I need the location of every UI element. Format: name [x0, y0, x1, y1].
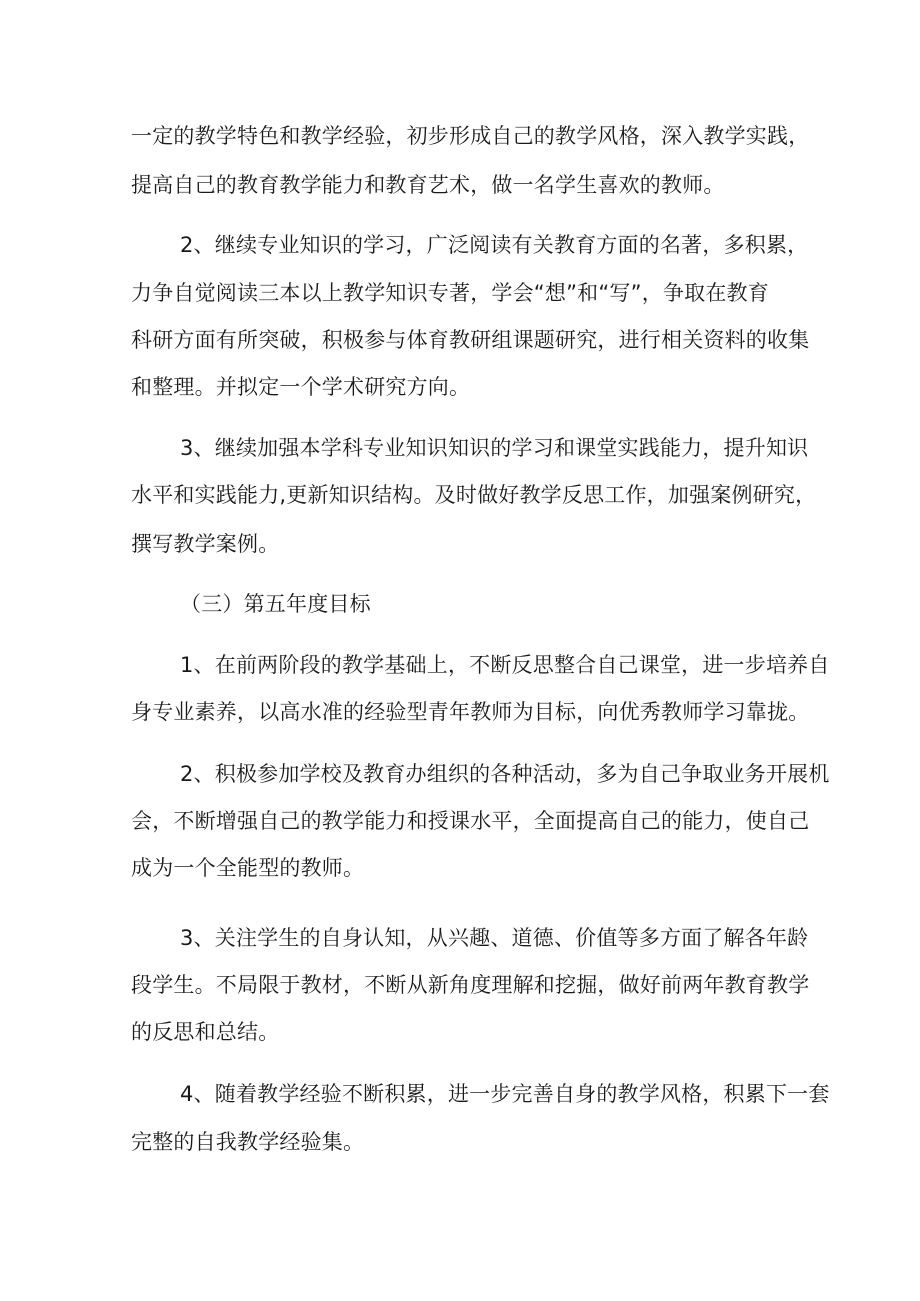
text-line: 会，不断增强自己的教学能力和授课水平，全面提高自己的能力，使自己 [131, 809, 810, 833]
text-line: 3、继续加强本学科专业知识知识的学习和课堂实践能力，提升知识 [180, 436, 809, 460]
text-line: 2、继续专业知识的学习，广泛阅读有关教育方面的名著，多积累， [180, 233, 809, 257]
text-line: 的反思和总结。 [131, 1020, 280, 1044]
text-line: 3、关注学生的自身认知，从兴趣、道德、价值等多方面了解各年龄 [180, 926, 809, 950]
text-line: 完整的自我教学经验集。 [131, 1130, 365, 1154]
text-line: 力争自觉阅读三本以上教学知识专著，学会“想”和“写”，争取在教育 [131, 281, 769, 305]
text-line: 撰写教学案例。 [131, 532, 280, 556]
text-line: 科研方面有所突破，积极参与体育教研组课题研究，进行相关资料的收集 [131, 328, 810, 352]
text-line: 和整理。并拟定一个学术研究方向。 [131, 375, 471, 399]
text-line: 水平和实践能力,更新知识结构。及时做好教学反思工作，加强案例研究， [131, 483, 817, 507]
text-line: 段学生。不局限于教材，不断从新角度理解和挖掘，做好前两年教育教学 [131, 973, 810, 997]
text-line: 成为一个全能型的教师。 [131, 856, 365, 880]
text-line: 1、在前两阶段的教学基础上，不断反思整合自己课堂，进一步培养自 [180, 653, 830, 677]
text-line: 身专业素养，以高水准的经验型青年教师为目标，向优秀教师学习靠拢。 [131, 700, 810, 724]
text-line: 一定的教学特色和教学经验，初步形成自己的教学风格，深入教学实践， [131, 124, 810, 148]
text-line: 4、随着教学经验不断积累，进一步完善自身的教学风格，积累下一套 [180, 1082, 830, 1106]
text-line: 提高自己的教育教学能力和教育艺术，做一名学生喜欢的教师。 [131, 173, 725, 197]
section-heading: （三）第五年度目标 [180, 592, 371, 616]
text-line: 2、积极参加学校及教育办组织的各种活动，多为自己争取业务开展机 [180, 762, 830, 786]
